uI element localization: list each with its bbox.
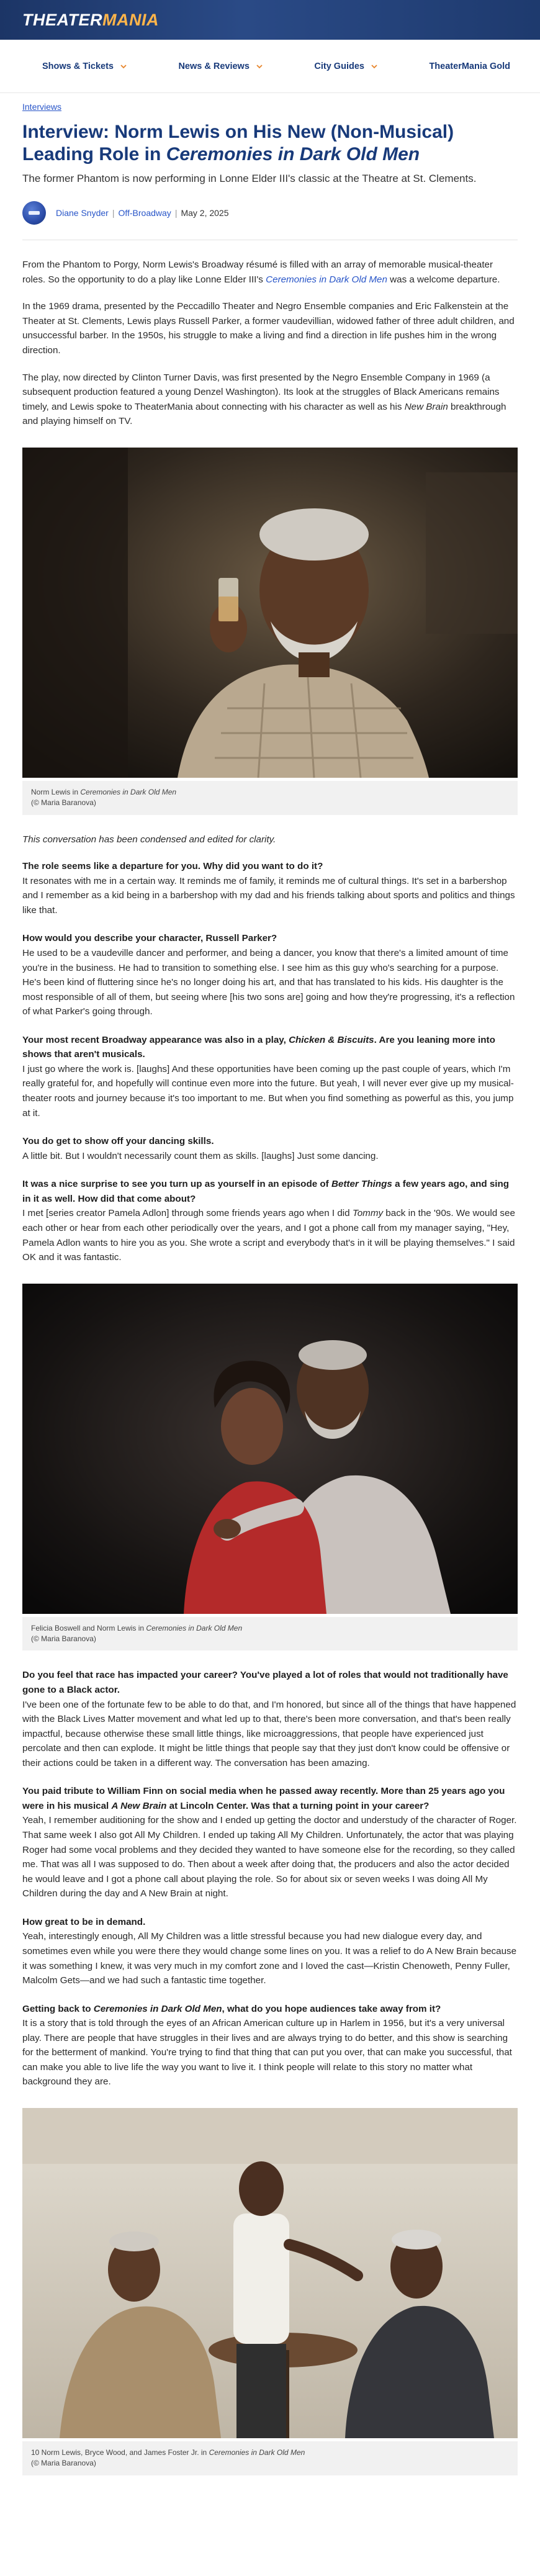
nav-label: TheaterMania Gold xyxy=(429,61,510,71)
nav-city-guides[interactable] xyxy=(314,61,378,71)
answer: I've been one of the fortunate few to be able to do that, and I'm honored, but since all of the things that have happened with the Black Lives Matter movement and what led up to that, there's been more conversation, and that's been really impactful, because otherwise these small little things, like microaggressions, that people have experienced just percolate and then can explode. It might be little things that people say that they just don't know could be offensive or their actions could be taken in a different way. The conversation has been amazing. xyxy=(22,1699,516,1768)
nav-label: City Guides xyxy=(314,61,364,71)
interview-qa xyxy=(22,1668,518,2089)
author-link[interactable]: Diane Snyder xyxy=(56,208,109,218)
question: You do get to show off your dancing skills. xyxy=(22,1136,214,1147)
question: It was a nice surprise to see you turn up as yourself in an episode of Better Things a few years ago, and sing in it as well. How did that come about? xyxy=(22,1179,510,1204)
interview-qa xyxy=(22,859,518,1265)
answer: Yeah, interestingly enough, All My Children was a little stressful because you had new dialogue every day, and sometimes even while you were there they would change some lines on you. It was a relief to do A New Brain because it was something I knew, it was very much in my comfort zone and I loved the cast—Kristin Chenoweth, Penny Fuller, Malcolm Gets—and we had such a fantastic time together. xyxy=(22,1931,517,1986)
article-subtitle: The former Phantom is now performing in Lonne Elder III's classic at the Theatre at St. Clements. xyxy=(22,173,477,185)
author-avatar[interactable] xyxy=(22,201,46,225)
chevron-down-icon xyxy=(371,63,378,70)
photo-caption: Norm Lewis in Ceremonies in Dark Old Men (© Maria Baranova) xyxy=(22,781,518,815)
answer: It is a story that is told through the eyes of an African American culture up in Harlem in 1956, but it's a very universal play. There are people that have struggles in their lives and are always trying to do better, and this show is searching for the betterment of mankind. You're trying to find that thing that can put you over, that can make you successful, that can make you able to live life the way you want to live it. I think people will relate to this story no matter what background they are. xyxy=(22,2018,512,2087)
photo-caption: Felicia Boswell and Norm Lewis in Ceremonies in Dark Old Men (© Maria Baranova) xyxy=(22,1617,518,1651)
answer: He used to be a vaudeville dancer and performer, and being a dancer, you know that there's a limited amount of time you're in the business. He had to transition to something else. I see him as this guy who's searching for a purpose. He's been kind of fluttering since he's no longer doing his art, and that has translated to his kids. His daughter is the most responsible of all of them, but seeing where [his two sons are] going and how they're progressing, it's a reflection of what Parker's going through. xyxy=(22,947,515,1017)
article xyxy=(0,93,540,2475)
photo-credit: (© Maria Baranova) xyxy=(31,798,96,808)
answer: I met [series creator Pamela Adlon] through some friends years ago when I did Tommy back in the '90s. We would see each other or hear from each other periodically over the years, and I got a phone call from my manager saying, "Hey, Pamela Adlon wants to hire you as you. She wrote a script and everybody that's in it will be playing themselves." I said OK and it was fantastic. xyxy=(22,1208,515,1263)
nav-theatermania-gold[interactable] xyxy=(429,61,510,71)
section-link[interactable]: Off-Broadway xyxy=(118,208,171,218)
separator: | xyxy=(174,208,178,218)
question: How great to be in demand. xyxy=(22,1916,146,1927)
production-photo[interactable] xyxy=(22,448,518,778)
answer: I just go where the work is. [laughs] And these opportunities have been coming up the past couple of years, which I'm really grateful for, and hopefully will continue even more into the future. But yeah, I will never ever give up my musical-theater roots and journey because it's too important to me. But when you find something as powerful as this, you jump at it. xyxy=(22,1063,514,1119)
photo-credit: (© Maria Baranova) xyxy=(31,2459,96,2468)
question: You paid tribute to William Finn on social media when he passed away recently. More than 25 years ago you were in his musical A New Brain at Lincoln Center. Was that a turning point in your career? xyxy=(22,1786,505,1811)
publish-date: May 2, 2025 xyxy=(181,208,229,218)
photo-figure xyxy=(22,1284,518,1651)
intro-paragraph: The play, now directed by Clinton Turner Davis, was first presented by the Negro Ensemble Company in 1969 (a subsequent production featured a young Denzel Washington). Its look at the struggles of Black Americans remains timely, and Lewis spoke to TheaterMania about connecting with his character as well as his New Brain breakthrough and playing himself on TV. xyxy=(22,372,506,427)
nav-label: Shows & Tickets xyxy=(42,61,114,71)
top-bar xyxy=(0,0,540,40)
answer: It resonates with me in a certain way. It reminds me of family, it reminds me of cultural things. It's set in a barbershop and I remember as a kid being in a barbershop with my dad and his friends talking about sports and politics and things like that. xyxy=(22,875,515,916)
main-nav xyxy=(0,40,540,93)
photo-figure xyxy=(22,2108,518,2475)
question: The role seems like a departure for you. Why did you want to do it? xyxy=(22,861,323,872)
breadcrumb-interviews[interactable]: Interviews xyxy=(22,102,62,112)
nav-news-reviews[interactable] xyxy=(178,61,263,71)
production-photo[interactable] xyxy=(22,2108,518,2438)
intro-paragraph: In the 1969 drama, presented by the Peccadillo Theater and Negro Ensemble companies and Eric Falkenstein at the Theater at St. Clements, Lewis plays Russell Parker, a former vaudevillian, widowed father of three adult children, and unsuccessful barber. In the 1950s, his struggle to make a living and find a direction in life pushes him in the wrong direction. xyxy=(22,301,515,356)
question: Getting back to Ceremonies in Dark Old Men, what do you hope audiences take away from it? xyxy=(22,2003,441,2014)
answer: Yeah, I remember auditioning for the show and I ended up getting the doctor and understudy of the character of Roger. That same week I also got All My Children. I ended up taking All My Children. Unfortunately, the actor that was playing Roger had some vocal problems and they decided they wanted to have someone else for the recording, so they called me. That was all I was supposed to do. Then about a week after doing that, the producers and also the actor decided he would leave and I got a phone call about playing the role. So for about six or seven weeks I was doing All My Children during the day and A New Brain at night. xyxy=(22,1815,517,1899)
photo-figure xyxy=(22,448,518,815)
chevron-down-icon xyxy=(120,63,127,70)
nav-shows-tickets[interactable] xyxy=(42,61,127,71)
site-header xyxy=(0,0,540,93)
page-title: Interview: Norm Lewis on His New (Non-Musical) Leading Role in Ceremonies in Dark Old Men xyxy=(22,122,454,164)
byline xyxy=(22,201,518,225)
chevron-down-icon xyxy=(256,63,263,70)
separator: | xyxy=(112,208,115,218)
article-body xyxy=(22,240,518,2475)
site-logo[interactable]: THEATERMANIA xyxy=(22,10,159,29)
photo-credit: (© Maria Baranova) xyxy=(31,1634,96,1644)
question: How would you describe your character, Russell Parker? xyxy=(22,933,277,944)
answer: A little bit. But I wouldn't necessarily count them as skills. [laughs] Just some dancing. xyxy=(22,1150,379,1161)
intro-paragraph: From the Phantom to Porgy, Norm Lewis's Broadway résumé is filled with an array of memorable musical-theater roles. So the opportunity to do a play like Lonne Elder III's Ceremonies in Dark Old Men was a welcome departure. xyxy=(22,259,500,285)
photo-caption: 10 Norm Lewis, Bryce Wood, and James Foster Jr. in Ceremonies in Dark Old Men (© Maria Baranova) xyxy=(22,2441,518,2475)
nav-label: News & Reviews xyxy=(178,61,250,71)
question: Your most recent Broadway appearance was also in a play, Chicken & Biscuits. Are you leaning more into shows that aren't musicals. xyxy=(22,1034,495,1060)
play-link[interactable]: Ceremonies in Dark Old Men xyxy=(266,274,387,285)
question: Do you feel that race has impacted your career? You've played a lot of roles that would not traditionally have gone to a Black actor. xyxy=(22,1670,508,1695)
editor-note: This conversation has been condensed and edited for clarity. xyxy=(22,834,276,845)
production-photo[interactable] xyxy=(22,1284,518,1614)
